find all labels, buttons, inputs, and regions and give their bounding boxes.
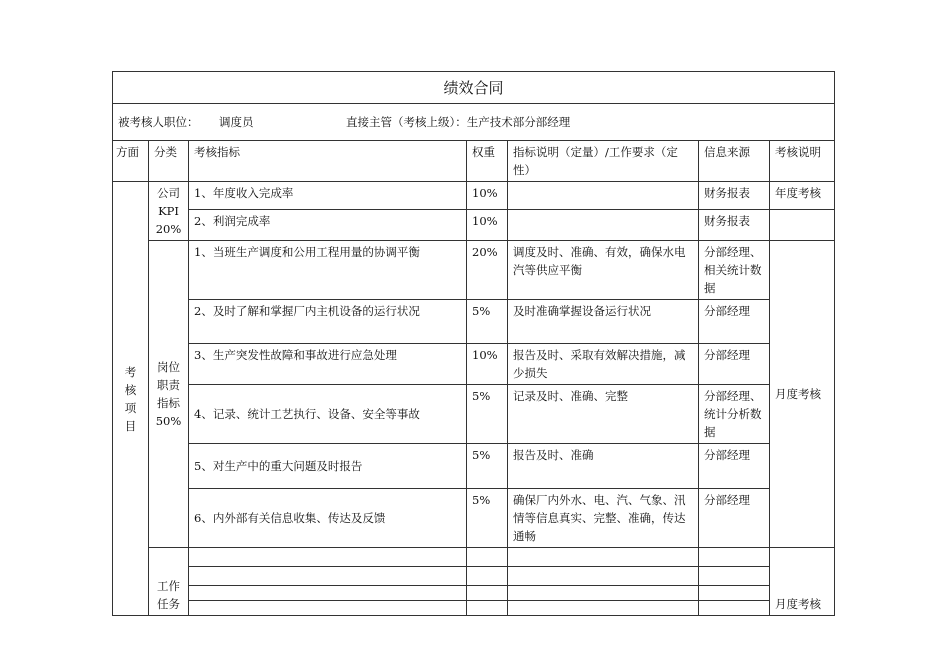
table-row [113, 182, 835, 210]
source-cell: 财务报表 [699, 182, 770, 210]
title-row [113, 72, 835, 104]
requirement-cell [508, 182, 699, 210]
table-row [113, 344, 835, 385]
group-work-task: 工作任务 [149, 548, 189, 616]
source-cell: 分部经理 [699, 444, 770, 489]
supervisor-value: 生产技术部分部经理 [466, 115, 571, 129]
source-cell: 分部经理 [699, 344, 770, 385]
requirement-cell: 报告及时、采取有效解决措施，减少损失 [508, 344, 699, 385]
weight-cell: 10% [467, 210, 508, 241]
indicator-cell: 1、年度收入完成率 [189, 182, 467, 210]
table-row [113, 567, 835, 586]
requirement-cell: 及时准确掌握设备运行状况 [508, 300, 699, 344]
group-company-kpi: 公司KPI 20% [149, 182, 189, 241]
table-row [113, 586, 835, 601]
contract-table [112, 71, 835, 616]
requirement-cell: 确保厂内外水、电、汽、气象、汛情等信息真实、完整、准确，传达通畅 [508, 489, 699, 548]
table-row [113, 601, 835, 616]
note-annual: 年度考核 [770, 182, 835, 210]
weight-cell: 5% [467, 385, 508, 444]
header-weight: 权重 [467, 141, 508, 182]
indicator-cell: 2、及时了解和掌握厂内主机设备的运行状况 [189, 300, 467, 344]
supervisor-label: 直接主管（考核上级）： [346, 115, 467, 129]
weight-cell: 5% [467, 444, 508, 489]
position-label: 被考核人职位： [118, 115, 199, 129]
note-monthly: 月度考核 [770, 241, 835, 548]
page-title: 绩效合同 [113, 72, 835, 104]
weight-cell: 10% [467, 344, 508, 385]
weight-cell: 20% [467, 241, 508, 300]
indicator-cell: 5、对生产中的重大问题及时报告 [189, 444, 467, 489]
indicator-cell: 2、利润完成率 [189, 210, 467, 241]
group-post-duty: 岗位职责指标50% [149, 241, 189, 548]
info-row [113, 104, 835, 141]
weight-cell: 10% [467, 182, 508, 210]
table-row [113, 210, 835, 241]
header-note: 考核说明 [770, 141, 835, 182]
header-indicator: 考核指标 [189, 141, 467, 182]
indicator-cell: 1、当班生产调度和公用工程用量的协调平衡 [189, 241, 467, 300]
header-row [113, 141, 835, 182]
weight-cell: 5% [467, 489, 508, 548]
header-source: 信息来源 [699, 141, 770, 182]
indicator-cell: 4、记录、统计工艺执行、设备、安全等事故 [189, 385, 467, 444]
indicator-cell: 3、生产突发性故障和事故进行应急处理 [189, 344, 467, 385]
header-aspect: 方面 [113, 141, 149, 182]
requirement-cell: 调度及时、准确、有效，确保水电汽等供应平衡 [508, 241, 699, 300]
table-row [113, 385, 835, 444]
source-cell: 分部经理、统计分析数据 [699, 385, 770, 444]
requirement-cell: 报告及时、准确 [508, 444, 699, 489]
table-row [113, 489, 835, 548]
aspect-label: 考核项目 [124, 364, 137, 433]
weight-cell: 5% [467, 300, 508, 344]
source-cell: 分部经理 [699, 300, 770, 344]
aspect-cell [113, 182, 149, 616]
position-value: 调度员 [219, 115, 254, 129]
source-cell: 分部经理、相关统计数据 [699, 241, 770, 300]
table-row [113, 300, 835, 344]
indicator-cell: 6、内外部有关信息收集、传达及反馈 [189, 489, 467, 548]
table-row [113, 548, 835, 567]
header-requirement: 指标说明（定量）/工作要求（定性） [508, 141, 699, 182]
table-row [113, 444, 835, 489]
requirement-cell: 记录及时、准确、完整 [508, 385, 699, 444]
source-cell: 分部经理 [699, 489, 770, 548]
table-row [113, 241, 835, 300]
performance-contract [112, 71, 834, 616]
requirement-cell [508, 210, 699, 241]
source-cell: 财务报表 [699, 210, 770, 241]
header-category: 分类 [149, 141, 189, 182]
note-monthly-task: 月度考核 [770, 548, 835, 616]
